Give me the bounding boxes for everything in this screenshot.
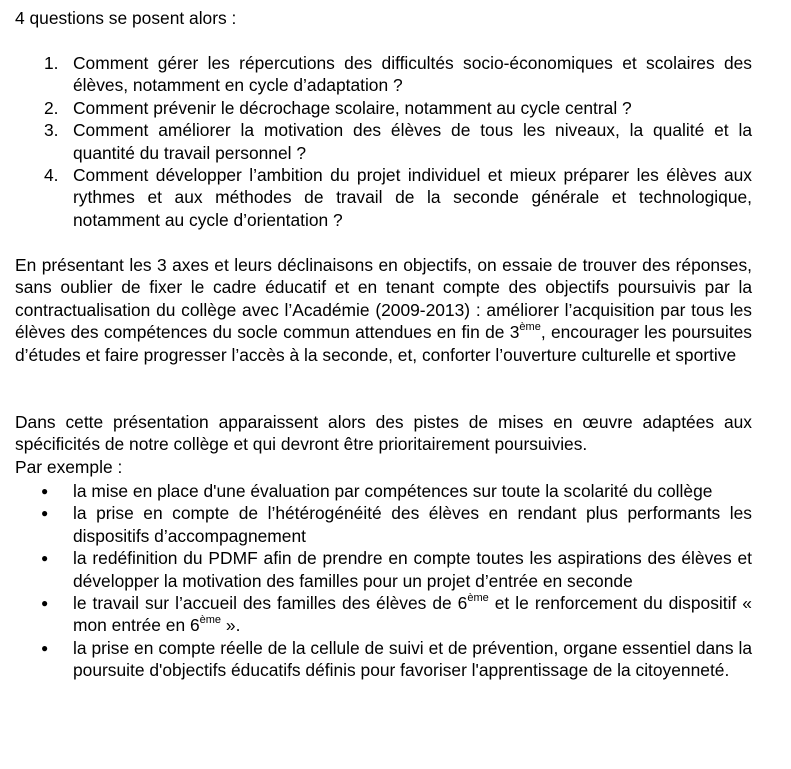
paragraph-presentation	[15, 411, 752, 456]
list-item-text: la redéfinition du PDMF afin de prendre en compte toutes les aspirations des élèves et développer la motivation des familles pour un projet d’entrée en seconde	[73, 548, 752, 591]
paragraph-axes	[15, 254, 752, 366]
question-text: Comment prévenir le décrochage scolaire, notamment au cycle central ?	[73, 97, 632, 118]
list-item-text-part: le travail sur l’accueil des familles des élèves de 6	[73, 593, 468, 614]
list-item-text: la mise en place d'une évaluation par compétences sur toute la scolarité du collège	[73, 481, 713, 501]
question-text: Comment développer l’ambition du projet individuel et mieux préparer les élèves aux rythmes et aux méthodes de travail de la seconde générale et technologique, notamment au cycle d’orientation ?	[73, 165, 752, 230]
bullet-icon: ●	[41, 640, 49, 655]
bullet-icon: ●	[41, 596, 49, 611]
examples-list	[0, 480, 752, 682]
question-item	[0, 119, 752, 164]
list-item-text-part: et le renforcement du dispositif « mon entrée en 6	[73, 593, 752, 636]
questions-list	[0, 52, 752, 231]
list-item	[0, 637, 752, 682]
question-text: Comment gérer les répercutions des difficultés socio-économiques et scolaires des élèves, notamment en cycle d’adaptation ?	[73, 53, 752, 96]
bullet-icon: ●	[41, 506, 49, 521]
question-item	[0, 164, 752, 231]
question-item	[0, 97, 752, 119]
paragraph-axes-text-end: , encourager les poursuites d’études et faire progresser l’accès à la seconde, et, conforter l’ouverture culturelle et sportive	[15, 322, 752, 365]
bullet-icon: ●	[41, 484, 49, 498]
superscript: ème	[199, 614, 222, 627]
question-number: 2.	[44, 97, 59, 118]
paragraph-axes-text: En présentant les 3 axes et leurs déclinaisons en objectifs, on essaie de trouver des réponses, sans oublier de fixer le cadre éducatif et en tenant compte des objectifs poursuivis par la contractualisation du collège avec l’Académie (2009-2013) : améliorer l’acquisition par tous les élèves des compétences du socle commun attendues en fin de 3	[15, 255, 752, 343]
intro-line: 4 questions se posent alors :	[15, 8, 237, 28]
superscript: ème	[519, 321, 541, 334]
list-item	[0, 502, 752, 547]
paragraph-presentation-text: Dans cette présentation apparaissent alors des pistes de mises en œuvre adaptées aux spécificités de notre collège et qui devront être prioritairement poursuivies.	[15, 412, 752, 455]
list-item-text-part: ».	[221, 615, 241, 636]
superscript: ème	[467, 592, 489, 605]
list-item-text	[73, 593, 752, 635]
list-item-text: la prise en compte de l’hétérogénéité des élèves en rendant plus performants les dispositifs d’accompagnement	[73, 503, 752, 546]
list-item	[0, 592, 752, 637]
question-number: 3.	[44, 120, 59, 141]
question-item	[0, 52, 752, 97]
list-item	[0, 480, 752, 502]
list-item-text: la prise en compte réelle de la cellule de suivi et de prévention, organe essentiel dans la poursuite d'objectifs éducatifs définis pour favoriser l'apprentissage de la citoyenneté.	[73, 637, 752, 681]
list-item	[0, 547, 752, 592]
example-label: Par exemple :	[15, 457, 123, 477]
bullet-icon: ●	[41, 551, 49, 566]
question-number: 1.	[44, 53, 59, 73]
question-number: 4.	[44, 165, 59, 186]
question-text: Comment améliorer la motivation des élèves de tous les niveaux, la qualité et la quantité du travail personnel ?	[73, 120, 752, 163]
